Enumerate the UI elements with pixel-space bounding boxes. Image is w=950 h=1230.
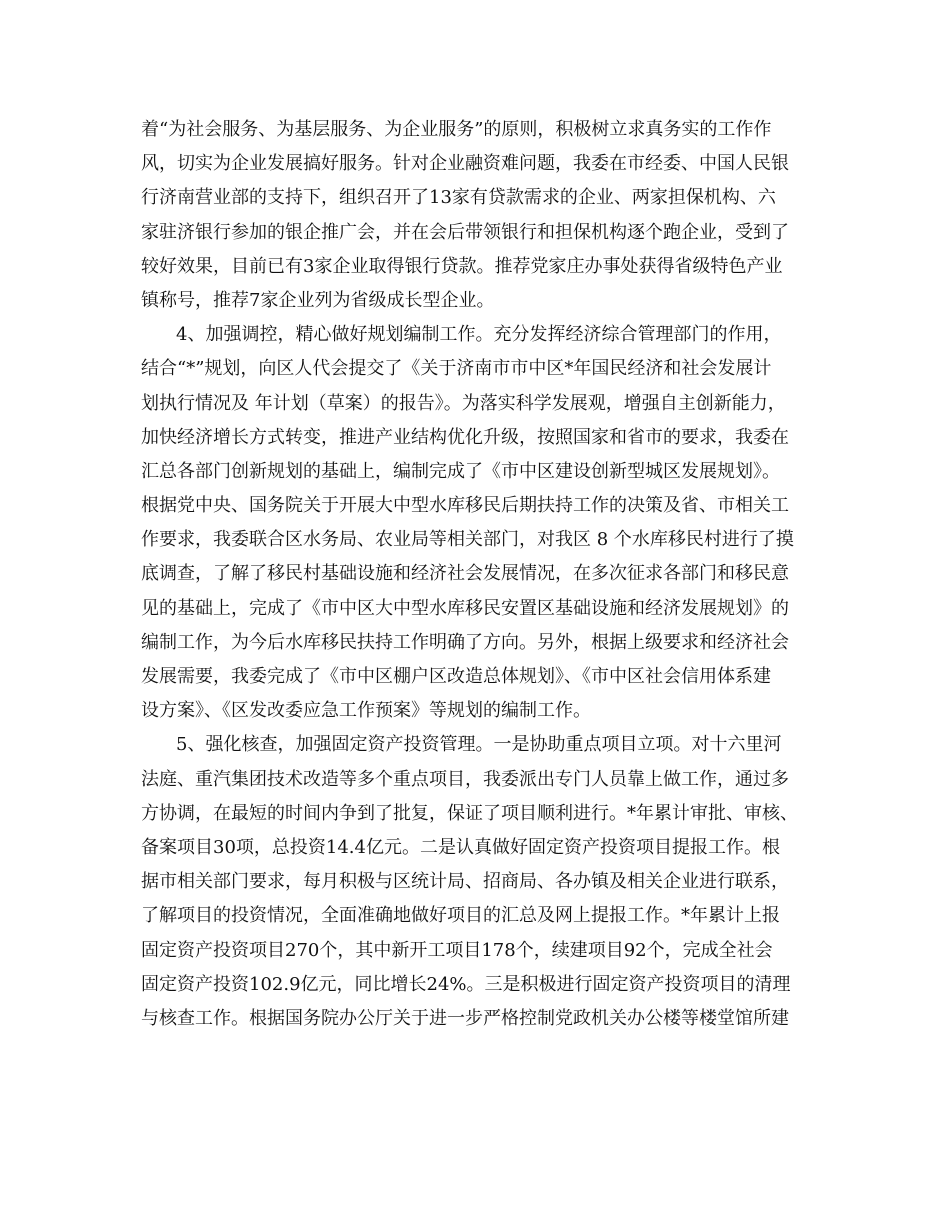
text-line: 风，切实为企业发展搞好服务。针对企业融资难问题，我委在市经委、中国人民银 bbox=[141, 153, 789, 175]
text-line: 汇总各部门创新规划的基础上，编制完成了《市中区建设创新型城区发展规划》。 bbox=[141, 460, 780, 482]
text-line: 划执行情况及 年计划（草案）的报告》。为落实科学发展观，增强自主创新能力， bbox=[141, 392, 786, 414]
text-line: 底调查，了解了移民村基础设施和经济社会发展情况，在多次征求各部门和移民意 bbox=[141, 563, 789, 585]
text-line: 设方案》、《区发改委应急工作预案》等规划的编制工作。 bbox=[141, 700, 591, 722]
text-line: 家驻济银行参加的银企推广会，并在会后带领银行和担保机构逐个跑企业，受到了 bbox=[141, 221, 789, 243]
text-line: 见的基础上，完成了《市中区大中型水库移民安置区基础设施和经济发展规划》的 bbox=[141, 597, 789, 619]
document-body bbox=[141, 113, 821, 1036]
paragraph-start-line: 4、加强调控，精心做好规划编制工作。充分发挥经济综合管理部门的作用， bbox=[176, 324, 782, 346]
text-line: 法庭、重汽集团技术改造等多个重点项目，我委派出专门人员靠上做工作，通过多 bbox=[141, 768, 789, 790]
text-line: 编制工作，为今后水库移民扶持工作明确了方向。另外，根据上级要求和经济社会 bbox=[141, 631, 789, 653]
text-line: 发展需要，我委完成了《市中区棚户区改造总体规划》、《市中区社会信用体系建 bbox=[141, 666, 771, 687]
text-line: 了解项目的投资情况，全面准确地做好项目的汇总及网上提报工作。*年累计上报 bbox=[141, 905, 780, 927]
text-line: 着“为社会服务、为基层服务、为企业服务”的原则，积极树立求真务实的工作作 bbox=[141, 119, 772, 140]
text-line: 方协调，在最短的时间内争到了批复，保证了项目顺利进行。*年累计审批、审核、 bbox=[141, 802, 798, 824]
paragraph-start-line: 5、强化核查，加强固定资产投资管理。一是协助重点项目立项。对十六里河 bbox=[176, 734, 782, 756]
text-line: 固定资产投资项目270个，其中新开工项目178个，续建项目92个，完成全社会 bbox=[141, 939, 773, 961]
text-line: 结合“*”规划，向区人代会提交了《关于济南市市中区*年国民经济和社会发展计 bbox=[141, 358, 772, 380]
text-line: 加快经济增长方式转变，推进产业结构优化升级，按照国家和省市的要求，我委在 bbox=[141, 426, 789, 448]
text-line: 与核查工作。根据国务院办公厅关于进一步严格控制党政机关办公楼等楼堂馆所建 bbox=[141, 1007, 789, 1029]
text-line: 镇称号，推荐7家企业列为省级成长型企业。 bbox=[141, 289, 495, 311]
text-line: 行济南营业部的支持下，组织召开了13家有贷款需求的企业、两家担保机构、六 bbox=[141, 187, 776, 209]
text-line: 据市相关部门要求，每月积极与区统计局、招商局、各办镇及相关企业进行联系， bbox=[141, 871, 789, 893]
text-line: 固定资产投资102.9亿元，同比增长24%。三是积极进行固定资产投资项目的清理 bbox=[141, 973, 791, 995]
text-line: 根据党中央、国务院关于开展大中型水库移民后期扶持工作的决策及省、市相关工 bbox=[141, 495, 789, 517]
text-line: 作要求，我委联合区水务局、农业局等相关部门，对我区 8 个水库移民村进行了摸 bbox=[141, 529, 794, 551]
text-line: 备案项目30项，总投资14.4亿元。二是认真做好固定资产投资项目提报工作。根 bbox=[141, 836, 780, 858]
text-line: 较好效果，目前已有3家企业取得银行贷款。推荐党家庄办事处获得省级特色产业 bbox=[141, 255, 783, 277]
